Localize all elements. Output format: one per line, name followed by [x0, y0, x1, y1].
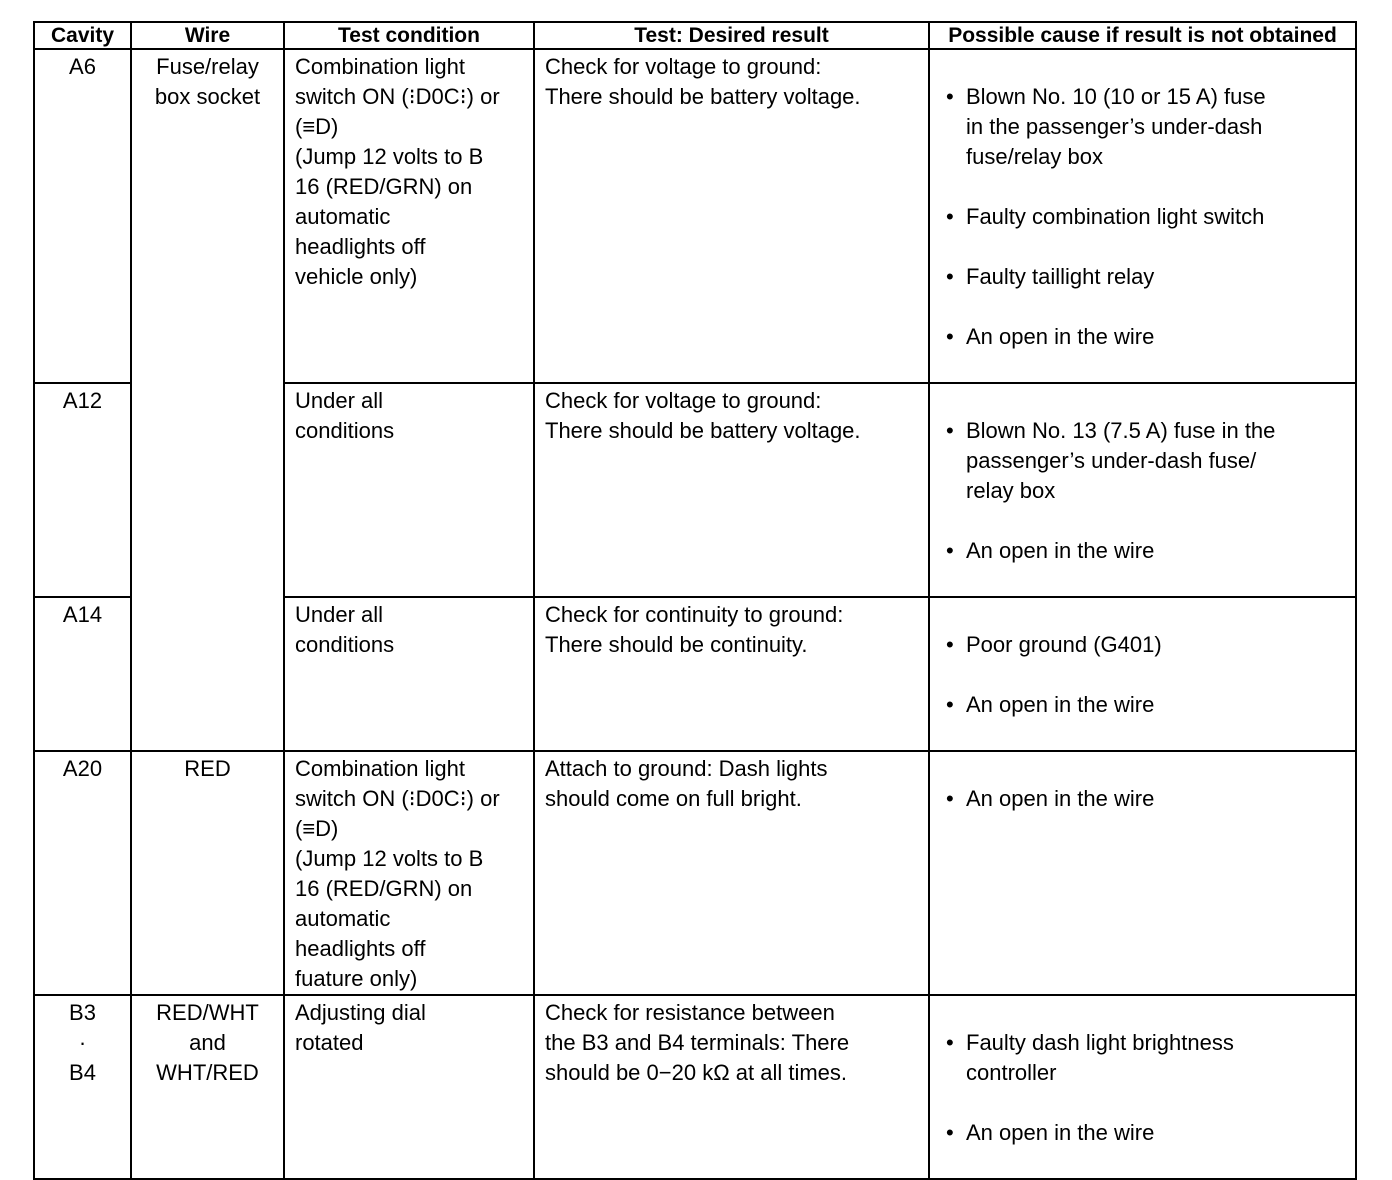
- causes-cell: [929, 751, 1356, 995]
- result-cell: Check for resistance between the B3 and B4 terminals: There should be 0−20 kΩ at all times.: [534, 995, 929, 1179]
- result-cell: Check for voltage to ground: There should be battery voltage.: [534, 383, 929, 597]
- header-cavity: Cavity: [34, 22, 131, 49]
- header-wire: Wire: [131, 22, 284, 49]
- cause-item: • An open in the wire: [944, 322, 1355, 352]
- condition-cell: Combination light switch ON (⁝D0C⁝) or (≡D) (Jump 12 volts to B 16 (RED/GRN) on automatic headlights off fuature only): [284, 751, 534, 995]
- cavity-cell: A12: [34, 383, 131, 597]
- cause-item: • An open in the wire: [944, 1118, 1355, 1148]
- condition-cell: Under all conditions: [284, 383, 534, 597]
- condition-cell: Combination light switch ON (⁝D0C⁝) or (≡D) (Jump 12 volts to B 16 (RED/GRN) on automatic headlights off vehicle only): [284, 49, 534, 383]
- cause-item: • Blown No. 13 (7.5 A) fuse in the passenger’s under-dash fuse/ relay box: [944, 416, 1355, 506]
- condition-cell: Under all conditions: [284, 597, 534, 751]
- cavity-cell: B3 · B4: [34, 995, 131, 1179]
- causes-cell: [929, 383, 1356, 597]
- causes-cell: [929, 49, 1356, 383]
- result-cell: Attach to ground: Dash lights should come on full bright.: [534, 751, 929, 995]
- condition-cell: Adjusting dial rotated: [284, 995, 534, 1179]
- header-desired-result: Test: Desired result: [534, 22, 929, 49]
- causes-cell: [929, 995, 1356, 1179]
- cavity-cell: A20: [34, 751, 131, 995]
- cause-item: • An open in the wire: [944, 690, 1355, 720]
- wire-cell: Fuse/relay box socket: [131, 49, 284, 751]
- result-cell: Check for continuity to ground: There should be continuity.: [534, 597, 929, 751]
- result-cell: Check for voltage to ground: There should be battery voltage.: [534, 49, 929, 383]
- cause-item: • An open in the wire: [944, 784, 1355, 814]
- wire-cell: RED: [131, 751, 284, 995]
- cavity-cell: A14: [34, 597, 131, 751]
- cause-item: • Faulty taillight relay: [944, 262, 1355, 292]
- header-test-condition: Test condition: [284, 22, 534, 49]
- cause-item: • Faulty dash light brightness controller: [944, 1028, 1355, 1088]
- troubleshooting-table: [33, 21, 1357, 1180]
- wire-cell: RED/WHT and WHT/RED: [131, 995, 284, 1179]
- table-row: [34, 995, 1356, 1179]
- cavity-cell: A6: [34, 49, 131, 383]
- header-possible-cause: Possible cause if result is not obtained: [929, 22, 1356, 49]
- cause-item: • Faulty combination light switch: [944, 202, 1355, 232]
- table-row: [34, 751, 1356, 995]
- table-row: [34, 49, 1356, 383]
- header-row: [34, 22, 1356, 49]
- causes-cell: [929, 597, 1356, 751]
- cause-item: • Poor ground (G401): [944, 630, 1355, 660]
- cause-item: • An open in the wire: [944, 536, 1355, 566]
- cause-item: • Blown No. 10 (10 or 15 A) fuse in the passenger’s under-dash fuse/relay box: [944, 82, 1355, 172]
